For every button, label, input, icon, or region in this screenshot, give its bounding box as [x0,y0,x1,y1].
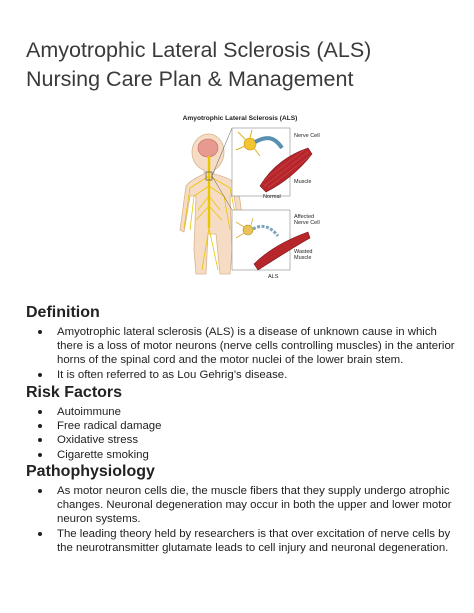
label-wasted-2: Muscle [294,255,312,261]
list-item: Cigarette smoking [26,448,456,462]
label-als: ALS [268,274,279,280]
als-illustration-svg [150,110,330,282]
label-affected-2: Nerve Cell [294,220,320,226]
pathophysiology-list [26,484,456,555]
list-item: It is often referred to as Lou Gehrig’s disease. [26,368,456,382]
definition-section [26,303,456,382]
list-item: As motor neuron cells die, the muscle fibers that they supply undergo atrophic changes. Neuronal degeneration may occur in both the upper and lower motor neuron systems. [26,484,456,527]
figure-title: Amyotrophic Lateral Sclerosis (ALS) [182,115,298,122]
list-item: Oxidative stress [26,433,456,447]
title-line-1: Amyotrophic Lateral Sclerosis (ALS) [26,38,372,62]
list-item: Amyotrophic lateral sclerosis (ALS) is a disease of unknown cause in which there is a loss of motor neurons (nerve cells controlling muscles) in the anterior horns of the spinal cord and the motor nuclei of the lower brain stem. [26,325,456,368]
risk-factors-heading: Risk Factors [26,384,123,401]
risk-factors-section [26,383,456,462]
label-wasted-1: Wasted [294,249,313,255]
pathophysiology-section [26,462,456,555]
list-item: Autoimmune [26,405,456,419]
pathophysiology-heading: Pathophysiology [26,463,155,480]
definition-list [26,325,456,382]
definition-heading: Definition [26,304,100,321]
als-illustration [150,110,330,282]
label-nerve-cell: Nerve Cell [294,133,320,139]
page-title [26,36,456,94]
label-muscle: Muscle [294,179,312,185]
label-affected-1: Affected [294,214,315,220]
list-item: The leading theory held by researchers is that over excitation of nerve cells by the neurotransmitter glutamate leads to cell injury and neuronal degeneration. [26,527,456,555]
label-normal: Normal [263,194,281,200]
title-line-2: Nursing Care Plan & Management [26,67,354,91]
list-item: Free radical damage [26,419,456,433]
risk-factors-list [26,405,456,462]
